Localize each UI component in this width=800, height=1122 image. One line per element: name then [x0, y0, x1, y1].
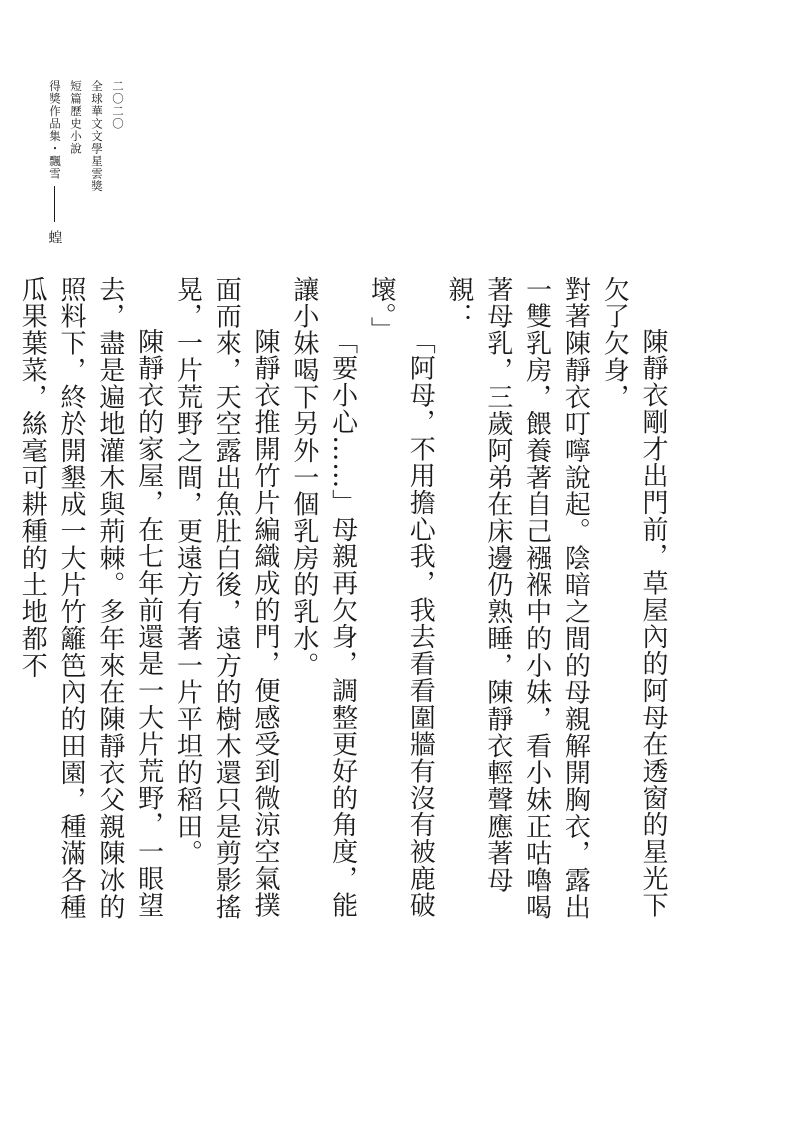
- paragraph: 陳靜衣剛才出門前，草屋內的阿母在透窗的星光下欠了欠身，: [599, 276, 668, 919]
- page-header: [48, 80, 124, 280]
- paragraph: 對著陳靜衣叮嚀說起。陰暗之間的母親解開胸衣，露出一雙乳房，餵養著自己襁褓中的小妹，看小妹正咕嚕喝著母乳，三歲阿弟在床邊仍熟睡，陳靜衣輕聲應著母親：: [444, 276, 591, 921]
- header-collection-group: [48, 80, 61, 280]
- story-body: [12, 276, 672, 936]
- header-year: 二〇二〇: [111, 80, 125, 130]
- paragraph: 陳靜衣的家屋，在七年前還是一大片荒野，一眼望去，盡是遍地灌木與荊棘。多年來在陳靜衣父親陳冰的照料下，終於開墾成一大片竹籬笆內的田園，種滿各種瓜果葉菜，絲毫可耕種的土地都不: [17, 276, 164, 921]
- paragraph: 陳靜衣推開竹片編織成的門，便感受到微涼空氣撲面而來，天空露出魚肚白後，遠方的樹木還只是剪影搖晃，一片荒野之間，更遠方有著一片平坦的稻田。: [172, 276, 281, 921]
- header-category: 短篇歷史小說: [69, 80, 83, 155]
- header-collection: 得獎作品集・飄雪: [48, 80, 62, 180]
- dialogue-paragraph: 「要小心……」母親再欠身，調整更好的角度，能讓小妹喝下另外一個乳房的乳水。: [288, 276, 358, 919]
- dialogue-paragraph: 「阿母，不用擔心我，我去看看圍牆有沒有被鹿破壞。」: [366, 276, 436, 919]
- header-divider: [54, 186, 55, 222]
- story-title: 蝗: [46, 230, 63, 244]
- header-award-name: 全球華文文學星雲獎: [90, 80, 104, 193]
